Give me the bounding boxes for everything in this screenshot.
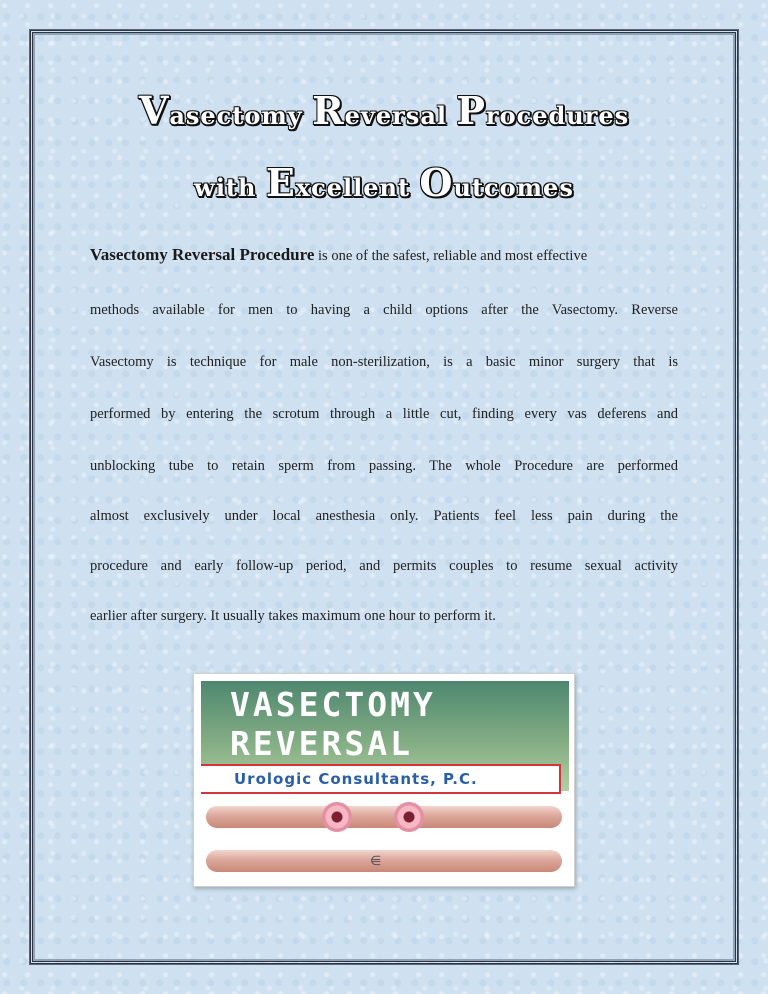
paragraph-line: methods available for men to having a child options after the Vasectomy. Reverse bbox=[90, 302, 678, 318]
title-word: Excellent bbox=[265, 160, 420, 205]
logo-title-line-2: REVERSAL bbox=[230, 724, 413, 763]
title-word: with bbox=[194, 173, 266, 202]
paragraph-line: procedure and early follow-up period, and permits couples to resume sexual activity bbox=[90, 558, 678, 574]
logo-subtitle-box bbox=[201, 764, 561, 794]
logo-subtitle: Urologic Consultants, P.C. bbox=[234, 770, 478, 788]
document-title-line-1 bbox=[0, 88, 768, 133]
vas-tube-top-illustration bbox=[206, 806, 562, 828]
paragraph-line: earlier after surgery. It usually takes maximum one hour to perform it. bbox=[90, 608, 496, 624]
tube-cross-section-right bbox=[394, 802, 424, 832]
title-word: Procedures bbox=[456, 88, 630, 133]
paragraph-line: unblocking tube to retain sperm from passing. The whole Procedure are performed bbox=[90, 458, 678, 474]
title-word: Outcomes bbox=[419, 160, 574, 205]
document-title-line-2 bbox=[0, 160, 768, 205]
tube-cross-section-left bbox=[322, 802, 352, 832]
title-word: Vasectomy bbox=[138, 88, 313, 133]
paragraph-line: performed by entering the scrotum through a little cut, finding every vas deferens and bbox=[90, 406, 678, 422]
intro-rest: is one of the safest, reliable and most effective bbox=[314, 248, 588, 264]
vasectomy-reversal-logo-image bbox=[193, 673, 575, 887]
logo-title-line-1: VASECTOMY bbox=[230, 685, 436, 724]
suture-icon: ⋹ bbox=[370, 854, 382, 869]
paragraph-line: Vasectomy is technique for male non-sterilization, is a basic minor surgery that is bbox=[90, 354, 678, 370]
title-word: Reversal bbox=[312, 88, 457, 133]
paragraph-line: almost exclusively under local anesthesia only. Patients feel less pain during the bbox=[90, 508, 678, 524]
intro-bold-phrase: Vasectomy Reversal Procedure bbox=[90, 245, 315, 264]
paragraph-intro-line bbox=[90, 245, 678, 265]
